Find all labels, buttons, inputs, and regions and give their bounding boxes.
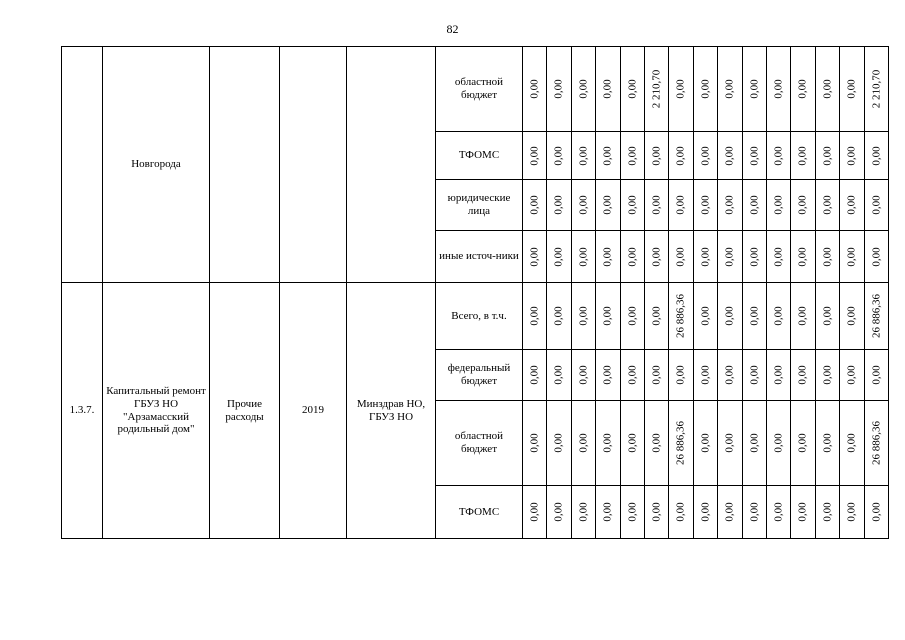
number-cell [62, 47, 103, 283]
value-cell: 0,00 [718, 132, 743, 180]
value-cell: 0,00 [791, 401, 816, 486]
funding-source-cell: иные источ-ники [436, 231, 523, 283]
value-cell: 0,00 [621, 283, 645, 350]
value-cell: 0,00 [621, 180, 645, 231]
value-cell: 0,00 [645, 350, 669, 401]
funding-source-cell: юридические лица [436, 180, 523, 231]
value-cell: 0,00 [840, 350, 865, 401]
value-cell: 0,00 [840, 180, 865, 231]
value-cell: 0,00 [840, 231, 865, 283]
value-cell: 0,00 [572, 350, 596, 401]
value-cell: 0,00 [791, 283, 816, 350]
value-cell: 0,00 [816, 132, 840, 180]
value-cell: 0,00 [816, 350, 840, 401]
value-cell: 0,00 [743, 47, 767, 132]
value-cell: 0,00 [791, 486, 816, 539]
value-cell: 0,00 [767, 283, 791, 350]
executor-cell: Минздрав НО, ГБУЗ НО [347, 283, 436, 539]
value-cell: 0,00 [547, 47, 572, 132]
value-cell: 0,00 [645, 180, 669, 231]
value-cell: 26 886,36 [669, 401, 694, 486]
value-cell: 0,00 [694, 132, 718, 180]
value-cell: 0,00 [547, 401, 572, 486]
value-cell: 0,00 [547, 132, 572, 180]
value-cell: 0,00 [523, 283, 547, 350]
value-cell: 0,00 [791, 47, 816, 132]
value-cell: 0,00 [791, 350, 816, 401]
value-cell: 0,00 [621, 350, 645, 401]
value-cell: 0,00 [767, 180, 791, 231]
value-cell: 0,00 [791, 132, 816, 180]
value-cell: 0,00 [816, 180, 840, 231]
funding-source-cell: областной бюджет [436, 47, 523, 132]
table-row [62, 47, 889, 132]
value-cell: 0,00 [816, 401, 840, 486]
value-cell: 0,00 [621, 47, 645, 132]
year-cell: 2019 [280, 283, 347, 539]
value-cell: 0,00 [865, 231, 889, 283]
funding-source-cell: ТФОМС [436, 132, 523, 180]
value-cell: 0,00 [865, 180, 889, 231]
value-cell: 0,00 [572, 47, 596, 132]
value-cell: 0,00 [596, 47, 621, 132]
value-cell: 0,00 [743, 401, 767, 486]
value-cell: 0,00 [572, 486, 596, 539]
value-cell: 0,00 [816, 283, 840, 350]
value-cell: 0,00 [694, 401, 718, 486]
value-cell: 0,00 [596, 350, 621, 401]
funding-source-cell: областной бюджет [436, 401, 523, 486]
expense-type-cell: Прочие расходы [210, 283, 280, 539]
value-cell: 0,00 [645, 486, 669, 539]
value-cell: 0,00 [645, 283, 669, 350]
measure-name-cell: Новгорода [103, 47, 210, 283]
value-cell: 0,00 [694, 283, 718, 350]
value-cell: 0,00 [840, 132, 865, 180]
value-cell: 0,00 [596, 283, 621, 350]
value-cell: 26 886,36 [865, 401, 889, 486]
value-cell: 0,00 [572, 283, 596, 350]
value-cell: 0,00 [718, 283, 743, 350]
value-cell: 0,00 [596, 401, 621, 486]
value-cell: 0,00 [743, 180, 767, 231]
value-cell: 26 886,36 [865, 283, 889, 350]
value-cell: 2 210,70 [865, 47, 889, 132]
value-cell: 0,00 [572, 180, 596, 231]
value-cell: 0,00 [816, 231, 840, 283]
funding-source-cell: Всего, в т.ч. [436, 283, 523, 350]
value-cell: 0,00 [547, 486, 572, 539]
value-cell: 0,00 [767, 350, 791, 401]
value-cell: 0,00 [523, 350, 547, 401]
value-cell: 0,00 [621, 132, 645, 180]
value-cell: 0,00 [572, 231, 596, 283]
value-cell: 0,00 [767, 231, 791, 283]
value-cell: 0,00 [694, 180, 718, 231]
value-cell: 0,00 [669, 486, 694, 539]
value-cell: 0,00 [645, 401, 669, 486]
value-cell: 0,00 [547, 180, 572, 231]
value-cell: 0,00 [547, 283, 572, 350]
value-cell: 0,00 [865, 132, 889, 180]
value-cell: 0,00 [743, 231, 767, 283]
value-cell: 0,00 [669, 231, 694, 283]
value-cell: 0,00 [621, 401, 645, 486]
value-cell: 0,00 [596, 180, 621, 231]
value-cell: 0,00 [645, 132, 669, 180]
value-cell: 0,00 [767, 486, 791, 539]
value-cell: 0,00 [669, 350, 694, 401]
value-cell: 0,00 [865, 486, 889, 539]
value-cell: 0,00 [669, 180, 694, 231]
value-cell: 0,00 [621, 231, 645, 283]
value-cell: 0,00 [767, 47, 791, 132]
value-cell: 0,00 [791, 231, 816, 283]
value-cell: 0,00 [718, 180, 743, 231]
year-cell [280, 47, 347, 283]
value-cell: 0,00 [840, 283, 865, 350]
value-cell: 0,00 [743, 486, 767, 539]
value-cell: 0,00 [718, 401, 743, 486]
value-cell: 0,00 [743, 132, 767, 180]
executor-cell [347, 47, 436, 283]
value-cell: 0,00 [694, 350, 718, 401]
value-cell: 0,00 [816, 47, 840, 132]
value-cell: 0,00 [523, 180, 547, 231]
value-cell: 0,00 [547, 350, 572, 401]
value-cell: 0,00 [865, 350, 889, 401]
measure-name-cell: Капитальный ремонт ГБУЗ НО "Арзамасский родильный дом" [103, 283, 210, 539]
value-cell: 0,00 [572, 132, 596, 180]
value-cell: 0,00 [523, 132, 547, 180]
value-cell: 0,00 [718, 350, 743, 401]
page-number: 82 [446, 22, 459, 36]
value-cell: 0,00 [572, 401, 596, 486]
expense-type-cell [210, 47, 280, 283]
value-cell: 0,00 [694, 47, 718, 132]
table-row [62, 283, 889, 350]
value-cell: 0,00 [596, 132, 621, 180]
value-cell: 0,00 [743, 350, 767, 401]
value-cell: 0,00 [523, 47, 547, 132]
value-cell: 0,00 [523, 486, 547, 539]
value-cell: 0,00 [669, 47, 694, 132]
value-cell: 0,00 [523, 401, 547, 486]
value-cell: 0,00 [596, 231, 621, 283]
value-cell: 2 210,70 [645, 47, 669, 132]
value-cell: 0,00 [718, 47, 743, 132]
funding-source-cell: ТФОМС [436, 486, 523, 539]
value-cell: 0,00 [816, 486, 840, 539]
value-cell: 0,00 [767, 401, 791, 486]
value-cell: 0,00 [669, 132, 694, 180]
value-cell: 0,00 [523, 231, 547, 283]
value-cell: 0,00 [791, 180, 816, 231]
value-cell: 0,00 [621, 486, 645, 539]
value-cell: 0,00 [840, 486, 865, 539]
value-cell: 0,00 [840, 401, 865, 486]
value-cell: 0,00 [718, 231, 743, 283]
value-cell: 0,00 [645, 231, 669, 283]
value-cell: 26 886,36 [669, 283, 694, 350]
value-cell: 0,00 [694, 486, 718, 539]
value-cell: 0,00 [694, 231, 718, 283]
number-cell: 1.3.7. [62, 283, 103, 539]
value-cell: 0,00 [767, 132, 791, 180]
value-cell: 0,00 [547, 231, 572, 283]
value-cell: 0,00 [596, 486, 621, 539]
value-cell: 0,00 [718, 486, 743, 539]
value-cell: 0,00 [840, 47, 865, 132]
budget-table [61, 46, 889, 539]
funding-source-cell: федеральный бюджет [436, 350, 523, 401]
value-cell: 0,00 [743, 283, 767, 350]
